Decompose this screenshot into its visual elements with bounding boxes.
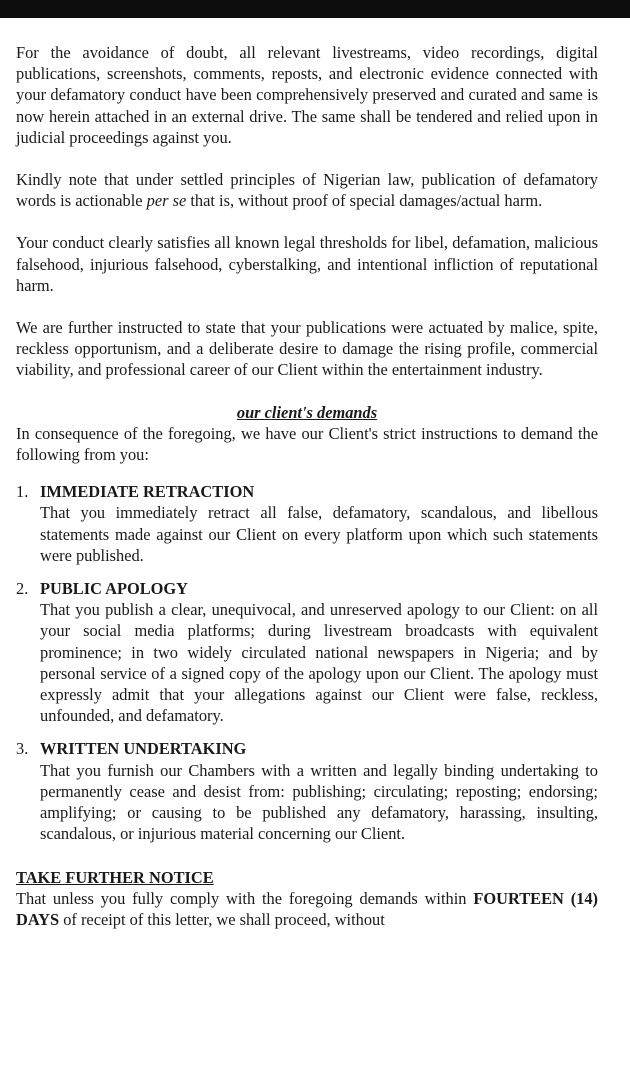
notice-deadline: FOURTEEN (14) DAYS — [16, 888, 599, 929]
paragraph-per-se-after: that is, without proof of special damages/actual harm. — [186, 191, 543, 211]
demand-title: IMMEDIATE RETRACTION — [40, 482, 255, 502]
demands-heading: our client's demands — [236, 402, 378, 422]
demands-list — [16, 481, 598, 844]
paragraph-legal-thresholds: Your conduct clearly satisfies all known legal thresholds for libel, defamation, malicious falsehood, injurious falsehood, cyberstalking, and intentional infliction of reputational harm. — [16, 233, 598, 295]
letter-page — [16, 42, 598, 930]
demand-item-retraction — [16, 481, 598, 566]
notice-text-before: That unless you fully comply with the foregoing demands within — [16, 888, 474, 908]
demand-text: That you publish a clear, unequivocal, and unreserved apology to our Client: on all your social media platforms; during livestream broadcasts with equivalent prominence; in two widely circulated national newspapers in Nigeria; and by personal service of a signed copy of the apology upon our Client. The apology must expressly admit that your allegations against our Client were false, reckless, unfounded, and defamatory. — [40, 600, 598, 726]
demand-number: 2. — [16, 579, 29, 599]
notice-text — [16, 888, 598, 930]
paragraph-per-se — [16, 169, 598, 211]
demand-text: That you furnish our Chambers with a written and legally binding undertaking to permanently cease and desist from: publishing; circulating; reposting; endorsing; amplifying; or causing to be published any defamatory, harassing, insulting, scandalous, or injurious material concerning our Client. — [40, 760, 598, 844]
demands-section — [16, 402, 598, 845]
per-se-emphasis: per se — [146, 191, 187, 211]
demand-number: 3. — [16, 739, 29, 759]
demand-title: WRITTEN UNDERTAKING — [40, 739, 247, 759]
notice-section — [16, 867, 598, 931]
notice-text-after: of receipt of this letter, we shall proceed, without — [59, 909, 385, 929]
paragraph-evidence: For the avoidance of doubt, all relevant livestreams, video recordings, digital publications, screenshots, comments, reposts, and electronic evidence connected with your defamatory conduct have been comprehensively preserved and curated and same is now herein attached in an external drive. The same shall be tendered and relied upon in judicial proceedings against you. — [16, 43, 598, 147]
demand-title: PUBLIC APOLOGY — [40, 579, 188, 599]
notice-heading: TAKE FURTHER NOTICE — [16, 867, 214, 887]
demand-text: That you immediately retract all false, defamatory, scandalous, and libellous statements made against our Client on every platform upon which such statements were published. — [40, 503, 598, 565]
demand-item-apology — [16, 578, 598, 726]
demands-intro: In consequence of the foregoing, we have our Client's strict instructions to demand the following from you: — [16, 423, 598, 465]
demand-number: 1. — [16, 482, 29, 502]
paragraph-per-se-before: Kindly note that under settled principles of Nigerian law, publication of defamatory words is actionable — [16, 170, 598, 211]
demand-item-undertaking — [16, 738, 598, 844]
paragraph-malice: We are further instructed to state that your publications were actuated by malice, spite, reckless opportunism, and a deliberate desire to damage the rising profile, commercial viability, and professional career of our Client within the entertainment industry. — [16, 318, 598, 380]
top-black-bar — [0, 0, 630, 18]
